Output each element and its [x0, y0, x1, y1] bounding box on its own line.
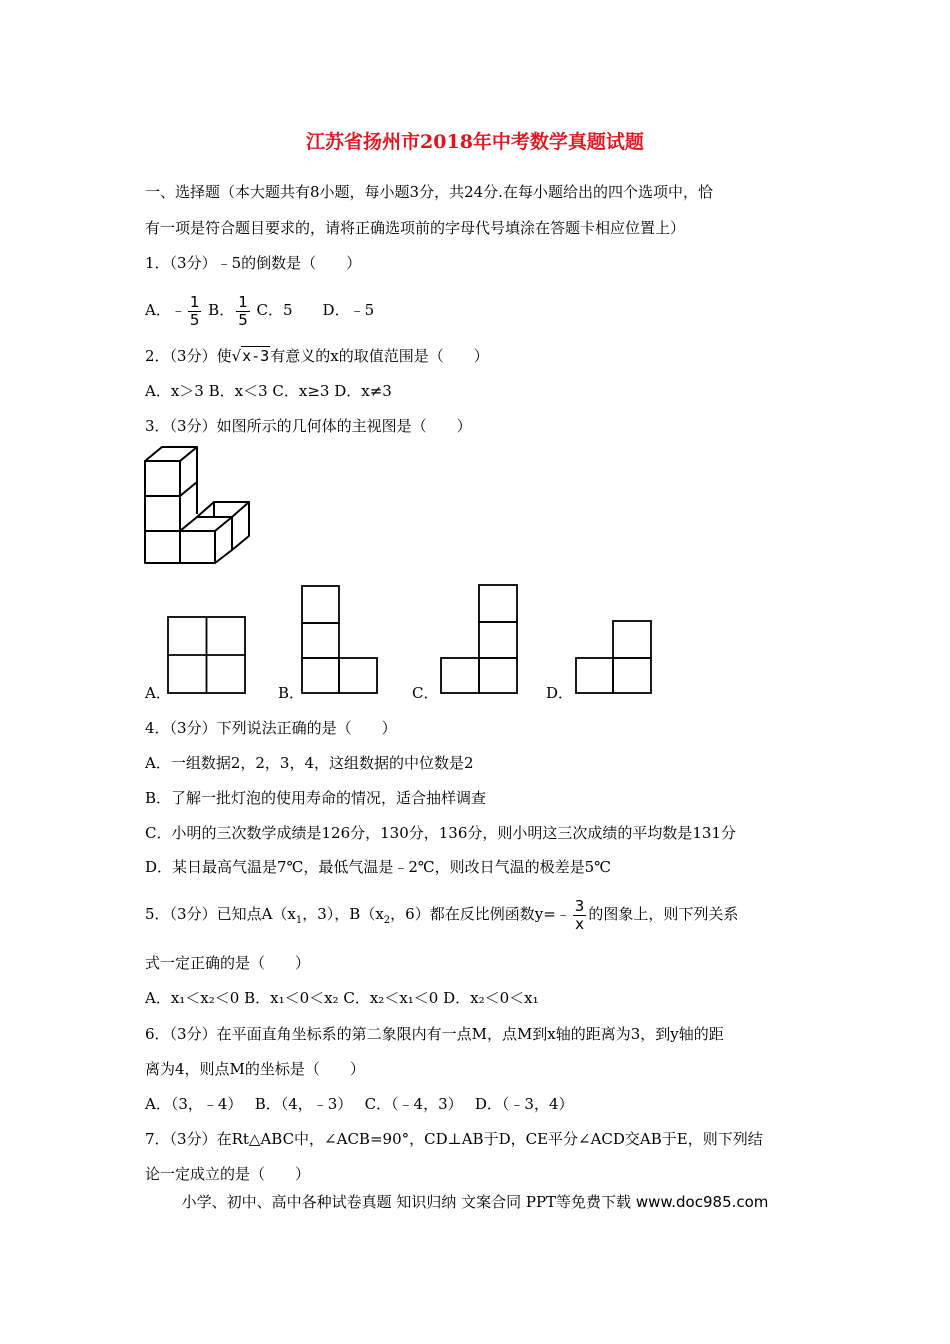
q4-option-b: B．了解一批灯泡的使用寿命的情况，适合抽样调查 — [145, 789, 487, 807]
q1-option-a-label: A．﹣ — [145, 301, 186, 319]
q5-stem — [145, 894, 738, 934]
q1-option-cd: C．5 D．﹣5 — [256, 301, 375, 319]
q4-option-c: C．小明的三次数学成绩是126分，130分，136分，则小明这三次成绩的平均数是131分 — [145, 824, 737, 842]
q1-option-b-label: B． — [208, 301, 235, 319]
page-title: 江苏省扬州市2018年中考数学真题试题 — [306, 131, 644, 153]
footer-url: www.doc985.com — [635, 1193, 769, 1211]
q2-stem-suffix: 有意义的x的取值范围是（ ） — [270, 347, 489, 365]
q1-stem: 1．（3分）﹣5的倒数是（ ） — [145, 254, 362, 272]
q5-sub-1: 1 — [295, 915, 303, 926]
q1-option-b-fraction: $\frac{1}{5}$ — [238, 292, 248, 329]
section-instructions-line1: 一、选择题（本大题共有8小题，每小题3分，共24分.在每小题给出的四个选项中，恰 — [145, 183, 713, 201]
footer-text: 小学、初中、高中各种试卷真题 知识归纳 文案合同 PPT等免费下载 — [181, 1193, 632, 1211]
footer — [0, 1192, 950, 1212]
q4-option-a: A．一组数据2，2，3，4，这组数据的中位数是2 — [145, 754, 474, 772]
q2-radicand: x-3 — [242, 347, 270, 365]
q4-stem: 4．（3分）下列说法正确的是（ ） — [145, 719, 397, 737]
q2-options: A．x＞3 B．x＜3 C．x≥3 D．x≠3 — [145, 382, 392, 400]
q3-option-a-figure — [166, 615, 248, 695]
q6-stem-line1: 6．（3分）在平面直角坐标系的第二象限内有一点M，点M到x轴的距离为3，到y轴的距 — [145, 1025, 724, 1043]
q3-option-b-figure — [300, 584, 380, 695]
q3-stem: 3．（3分）如图所示的几何体的主视图是（ ） — [145, 417, 472, 435]
q2-radical: √x-3 — [231, 347, 270, 365]
q5-text-1: 5．（3分）已知点A（x — [145, 905, 296, 923]
q5-text-4: 的图象上，则下列关系 — [588, 905, 739, 923]
q3-option-c-label: C． — [412, 684, 439, 702]
q3-option-c-figure — [439, 583, 520, 695]
q1-option-a-fraction: $\frac{1}{5}$ — [189, 292, 200, 329]
q5-fraction: $\frac{3}{x}$ — [574, 896, 585, 933]
q4-option-d: D．某日最高气温是7℃，最低气温是﹣2℃，则改日气温的极差是5℃ — [145, 858, 611, 876]
q6-stem-line2: 离为4，则点M的坐标是（ ） — [145, 1060, 365, 1078]
q3-solid-figure — [140, 444, 260, 566]
q5-sub-2: 2 — [383, 915, 391, 926]
q3-option-b-label: B． — [278, 684, 305, 702]
section-instructions-line2: 有一项是符合题目要求的，请将正确选项前的字母代号填涂在答题卡相应位置上） — [145, 219, 686, 237]
q3-option-d-figure — [574, 619, 654, 695]
q7-stem-line1: 7．（3分）在Rt△ABC中，∠ACB=90°，CD⊥AB于D，CE平分∠ACD交AB于E，则下列结 — [145, 1130, 763, 1148]
q6-options: A．（3，﹣4） B．（4，﹣3） C．（﹣4，3） D．（﹣3，4） — [145, 1095, 574, 1113]
q2-stem — [145, 346, 489, 366]
q5-stem-line2: 式一定正确的是（ ） — [145, 954, 311, 972]
q3-option-d-label: D． — [546, 684, 574, 702]
q3-option-a-label: A． — [145, 684, 171, 702]
q5-options: A．x₁＜x₂＜0 B．x₁＜0＜x₂ C．x₂＜x₁＜0 D．x₂＜0＜x₁ — [145, 989, 539, 1007]
q5-text-3: ，6）都在反比例函数y=﹣ — [390, 905, 571, 923]
q1-options — [145, 292, 374, 329]
q7-stem-line2: 论一定成立的是（ ） — [145, 1165, 311, 1183]
q5-text-2: ，3），B（x — [302, 905, 384, 923]
q2-stem-prefix: 2．（3分）使 — [145, 347, 232, 365]
